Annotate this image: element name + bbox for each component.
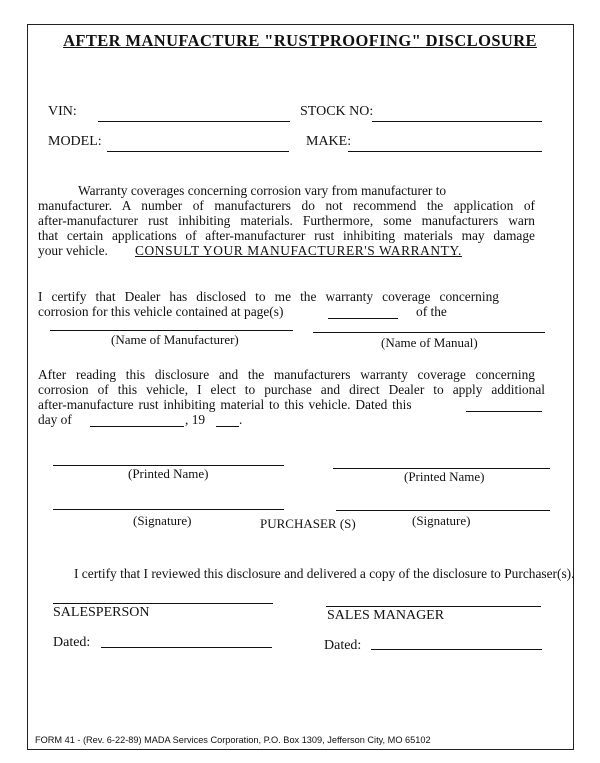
vin-label: VIN:	[48, 104, 77, 119]
stock-no-label: STOCK NO:	[300, 104, 374, 119]
dated-label: Dated:	[324, 638, 362, 653]
dated-label: Dated:	[53, 635, 91, 650]
certify-paragraph-line: corrosion for this vehicle contained at page(s)	[38, 304, 284, 319]
manual-name-caption: (Name of Manual)	[381, 335, 478, 350]
certify-paragraph-line: of the	[416, 304, 447, 319]
form-title: AFTER MANUFACTURE "RUSTPROOFING" DISCLOSURE	[63, 31, 537, 50]
make-label: MAKE:	[306, 134, 352, 149]
purchase-paragraph-line: day of	[38, 412, 72, 427]
salesperson-date-field[interactable]	[101, 647, 272, 648]
warranty-paragraph-line: after-manufacturer rust inhibiting materials. Furthermore, some manufacturers warn	[38, 213, 535, 228]
sales-manager-signature-field[interactable]	[326, 606, 541, 607]
dated-month-field[interactable]	[90, 426, 184, 427]
pages-field[interactable]	[328, 318, 398, 319]
model-field[interactable]	[107, 151, 289, 152]
manufacturer-name-field[interactable]	[50, 330, 293, 331]
dated-year-field[interactable]	[216, 426, 239, 427]
salesperson-label: SALESPERSON	[53, 605, 150, 620]
purchase-paragraph-line: After reading this disclosure and the manufacturers warranty coverage concerning	[38, 367, 535, 382]
stock-no-field[interactable]	[372, 121, 542, 122]
salesperson-signature-field[interactable]	[53, 603, 273, 604]
model-label: MODEL:	[48, 134, 102, 149]
signature-field[interactable]	[336, 510, 550, 511]
purchase-paragraph-line: corrosion of this vehicle, I elect to purchase and direct Dealer to apply additional	[38, 382, 545, 397]
printed-name-caption: (Printed Name)	[404, 469, 485, 484]
printed-name-caption: (Printed Name)	[128, 466, 209, 481]
form-footer: FORM 41 - (Rev. 6-22-89) MADA Services Corporation, P.O. Box 1309, Jefferson City, MO 65102	[35, 735, 431, 745]
sales-manager-date-field[interactable]	[371, 649, 542, 650]
purchase-paragraph-line: , 19	[185, 412, 206, 427]
dated-day-field[interactable]	[466, 411, 542, 412]
manual-name-field[interactable]	[313, 332, 545, 333]
warranty-paragraph-line: Warranty coverages concerning corrosion vary from manufacturer to	[78, 183, 447, 198]
purchaser-label: PURCHASER (S)	[260, 516, 356, 531]
purchase-paragraph-line: after-manufacture rust inhibiting material to this vehicle. Dated this	[38, 397, 412, 412]
warranty-paragraph-line: your vehicle.	[38, 243, 108, 258]
certify-paragraph-line: I certify that Dealer has disclosed to me the warranty coverage concerning	[38, 289, 499, 304]
make-field[interactable]	[348, 151, 542, 152]
review-statement: I certify that I reviewed this disclosure and delivered a copy of the disclosure to Purchaser(s).	[74, 566, 575, 581]
vin-field[interactable]	[98, 121, 290, 122]
purchase-paragraph-line: .	[239, 412, 243, 427]
consult-warranty-notice: CONSULT YOUR MANUFACTURER'S WARRANTY.	[135, 243, 462, 258]
warranty-paragraph-line: that certain applications of after-manufacturer rust inhibiting materials may damage	[38, 228, 535, 243]
signature-field[interactable]	[53, 509, 284, 510]
sales-manager-label: SALES MANAGER	[327, 608, 445, 623]
signature-caption: (Signature)	[133, 513, 192, 528]
manufacturer-name-caption: (Name of Manufacturer)	[111, 332, 239, 347]
signature-caption: (Signature)	[412, 513, 471, 528]
warranty-paragraph-line: manufacturer. A number of manufacturers do not recommend the application of	[38, 198, 535, 213]
